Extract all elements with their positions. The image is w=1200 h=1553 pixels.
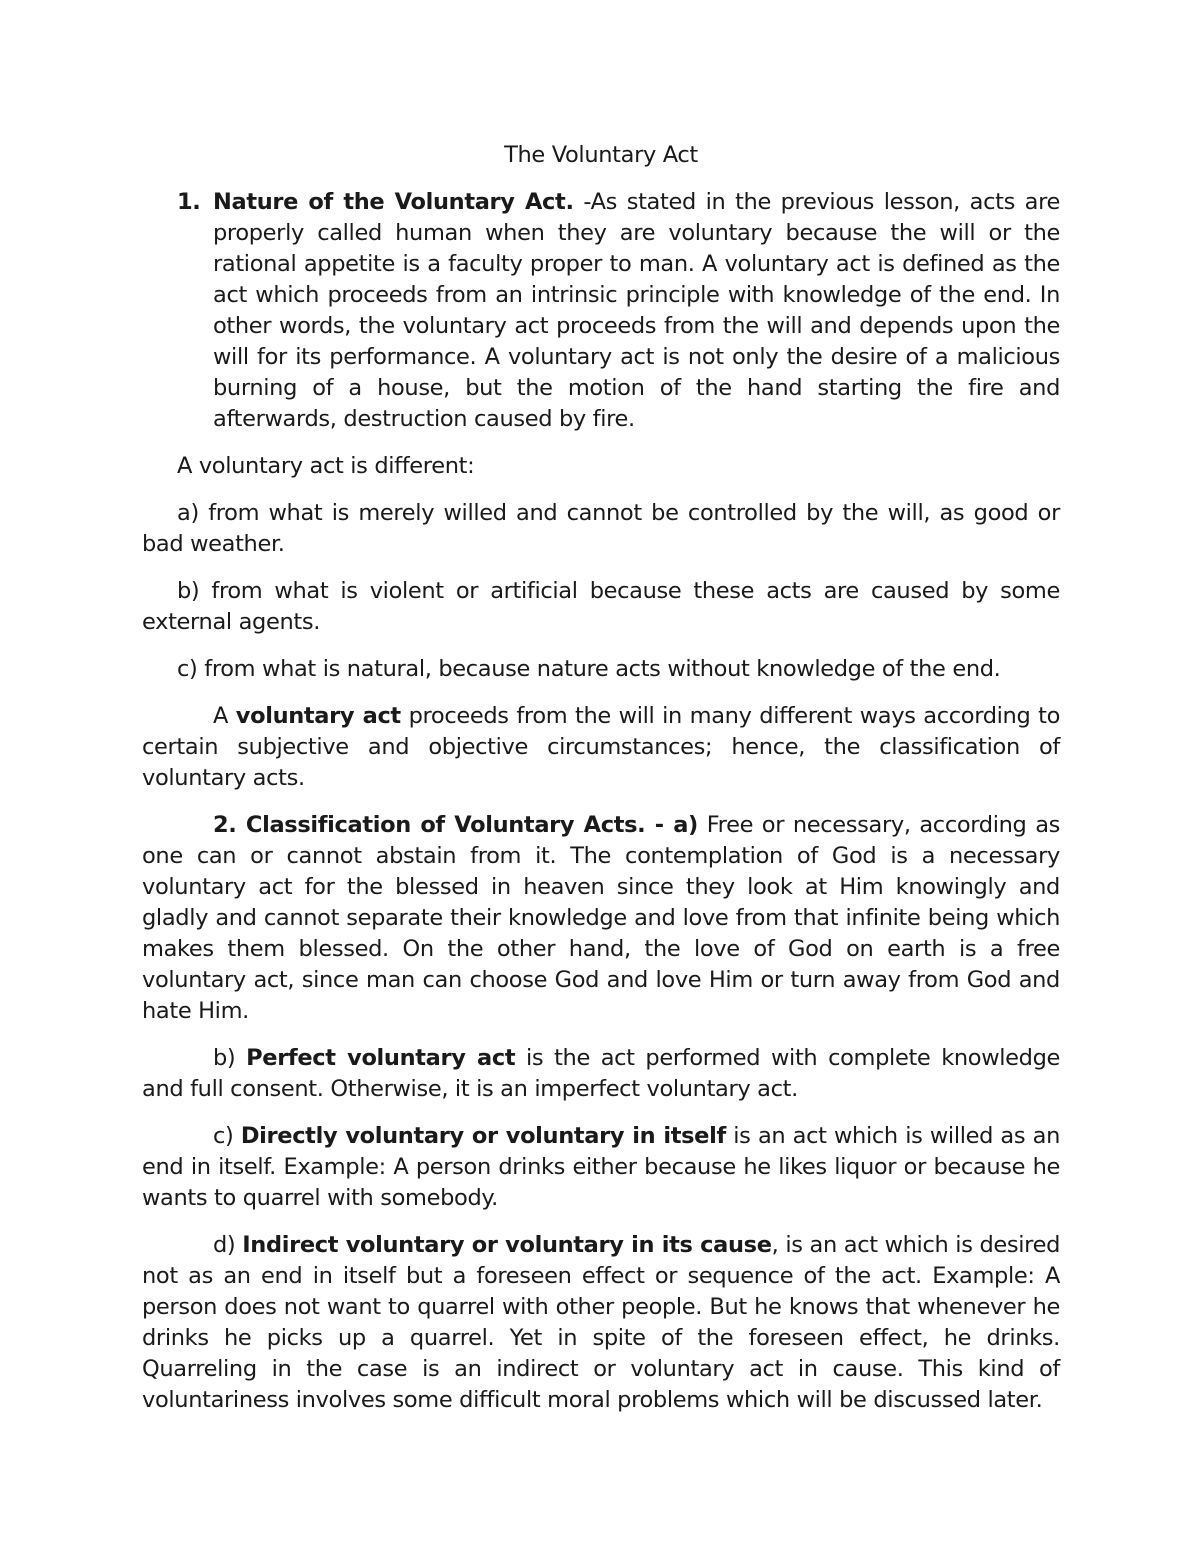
item-term: Indirect voluntary or voluntary in its cause bbox=[242, 1232, 772, 1258]
classification-item-c bbox=[142, 1121, 1060, 1214]
para-bold-term: voluntary act bbox=[235, 703, 401, 729]
section-text-nature: -As stated in the previous lesson, acts are properly called human when they are voluntary because the will or the rational appetite is a faculty proper to man. A voluntary act is defined as the act which proceeds from an intrinsic principle with knowledge of the end. In other words, the voluntary act proceeds from the will and depends upon the will for its performance. A voluntary act is not only the desire of a malicious burning of a house, but the motion of the hand starting the fire and afterwards, destruction caused by fire. bbox=[213, 189, 1060, 432]
para-prefix: A bbox=[213, 703, 236, 729]
item-text: is an act which is willed as an end in itself. Example: A person drinks either because he likes liquor or because he wants to quarrel with somebody. bbox=[142, 1123, 1060, 1211]
classification-item-d bbox=[142, 1230, 1060, 1416]
section-text-classification: Free or necessary, according as one can or cannot abstain from it. The contemplation of God is a necessary voluntary act for the blessed in heaven since they look at Him knowingly and gladly and cannot separate their knowledge and love from that infinite being which makes them blessed. On the other hand, the love of God on earth is a free voluntary act, since man can choose God and love Him or turn away from God and hate Him. bbox=[142, 812, 1061, 1024]
item-term: Perfect voluntary act bbox=[246, 1045, 516, 1071]
item-text: , is an act which is desired not as an end in itself but a foreseen effect or sequence of the act. Example: A person does not want to quarrel with other people. But he knows that whenever he drinks he picks up a quarrel. Yet in spite of the foreseen effect, he drinks. Quarreling in the case is an indirect or voluntary act in cause. This kind of voluntariness involves some difficult moral problems which will be discussed later. bbox=[142, 1232, 1060, 1413]
item-term: Directly voluntary or voluntary in itself bbox=[240, 1123, 726, 1149]
classification-item-b bbox=[142, 1043, 1060, 1105]
document-page bbox=[142, 140, 1060, 1432]
difference-item-b: b) from what is violent or artificial because these acts are caused by some external agents. bbox=[142, 578, 1060, 635]
section-nature bbox=[142, 187, 1060, 435]
item-letter: c) bbox=[213, 1123, 241, 1149]
item-text: is the act performed with complete knowledge and full consent. Otherwise, it is an imperfect voluntary act. bbox=[142, 1045, 1060, 1102]
different-intro: A voluntary act is different: bbox=[177, 453, 475, 479]
section-heading-classification: 2. Classification of Voluntary Acts. - a) bbox=[213, 812, 698, 838]
difference-item-c: c) from what is natural, because nature acts without knowledge of the end. bbox=[177, 656, 1001, 682]
difference-item-a: a) from what is merely willed and cannot be controlled by the will, as good or bad weather. bbox=[142, 500, 1060, 557]
section-heading-nature: Nature of the Voluntary Act. bbox=[213, 189, 574, 215]
section-number: 1. bbox=[177, 189, 201, 215]
item-letter: b) bbox=[213, 1045, 247, 1071]
voluntary-act-paragraph bbox=[142, 701, 1060, 794]
section-classification bbox=[142, 810, 1060, 1027]
item-letter: d) bbox=[213, 1232, 243, 1258]
document-title: The Voluntary Act bbox=[504, 142, 698, 168]
para-text: proceeds from the will in many different ways according to certain subjective and objective circumstances; hence, the classification of voluntary acts. bbox=[142, 703, 1060, 791]
